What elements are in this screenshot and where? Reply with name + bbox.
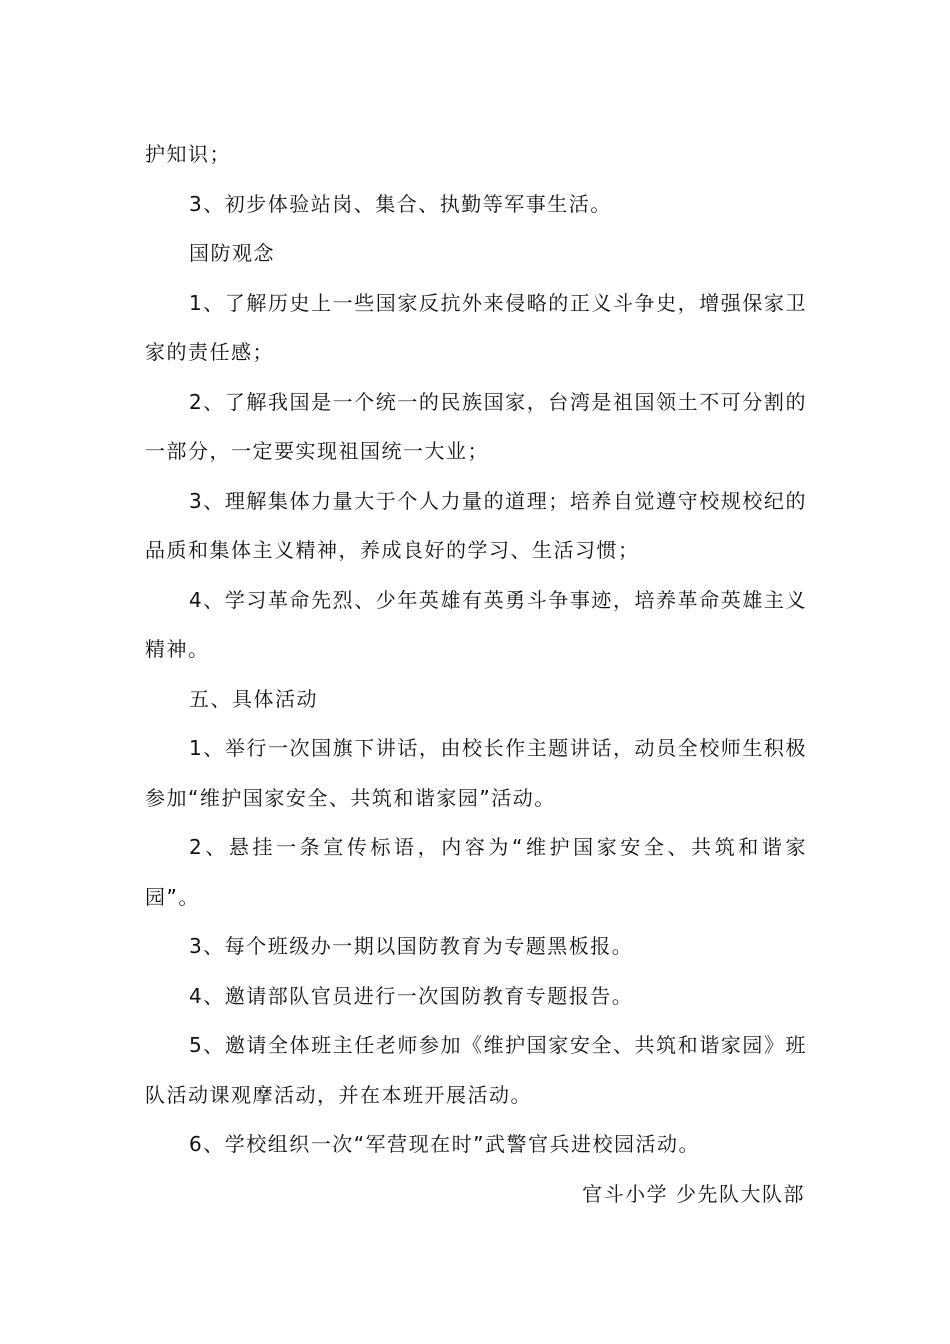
paragraph-activity-4: 4、邀请部队官员进行一次国防教育专题报告。 bbox=[189, 983, 634, 1008]
paragraph-continuation: 护知识； bbox=[145, 142, 231, 166]
signature-line: 官斗小学 少先队大队部 bbox=[582, 1181, 805, 1206]
paragraph-concept-2: 2、了解我国是一个统一的民族国家，台湾是祖国领土不可分割的一部分，一定要实现祖国统一大业； bbox=[145, 389, 807, 463]
paragraph-activity-5: 5、邀请全体班主任老师参加《维护国家安全、共筑和谐家园》班队活动课观摩活动，并在本班开展活动。 bbox=[145, 1033, 807, 1107]
paragraph-activity-3: 3、每个班级办一期以国防教育为专题黑板报。 bbox=[189, 934, 634, 958]
paragraph-concept-4: 4、学习革命先烈、少年英雄有英勇斗争事迹，培养革命英雄主义精神。 bbox=[145, 587, 807, 661]
paragraph-concept-1: 1、了解历史上一些国家反抗外来侵略的正义斗争史，增强保家卫家的责任感； bbox=[145, 290, 807, 364]
paragraph-activity-2: 2、悬挂一条宣传标语，内容为“维护国家安全、共筑和谐家园”。 bbox=[145, 835, 807, 909]
paragraph-activity-6: 6、学校组织一次“军营现在时”武警官兵进校园活动。 bbox=[189, 1132, 700, 1156]
paragraph-activity-1: 1、举行一次国旗下讲话，由校长作主题讲话，动员全校师生积极参加“维护国家安全、共筑和谐家园”活动。 bbox=[145, 736, 807, 810]
paragraph-military-life: 3、初步体验站岗、集合、执勤等军事生活。 bbox=[189, 191, 612, 216]
section-heading-national-defense-concept: 国防观念 bbox=[189, 241, 275, 265]
section-heading-activities: 五、具体活动 bbox=[189, 686, 318, 711]
document-body bbox=[145, 130, 807, 1219]
paragraph-concept-3: 3、理解集体力量大于个人力量的道理；培养自觉遵守校规校纪的品质和集体主义精神，养成良好的学习、生活习惯； bbox=[145, 488, 807, 562]
